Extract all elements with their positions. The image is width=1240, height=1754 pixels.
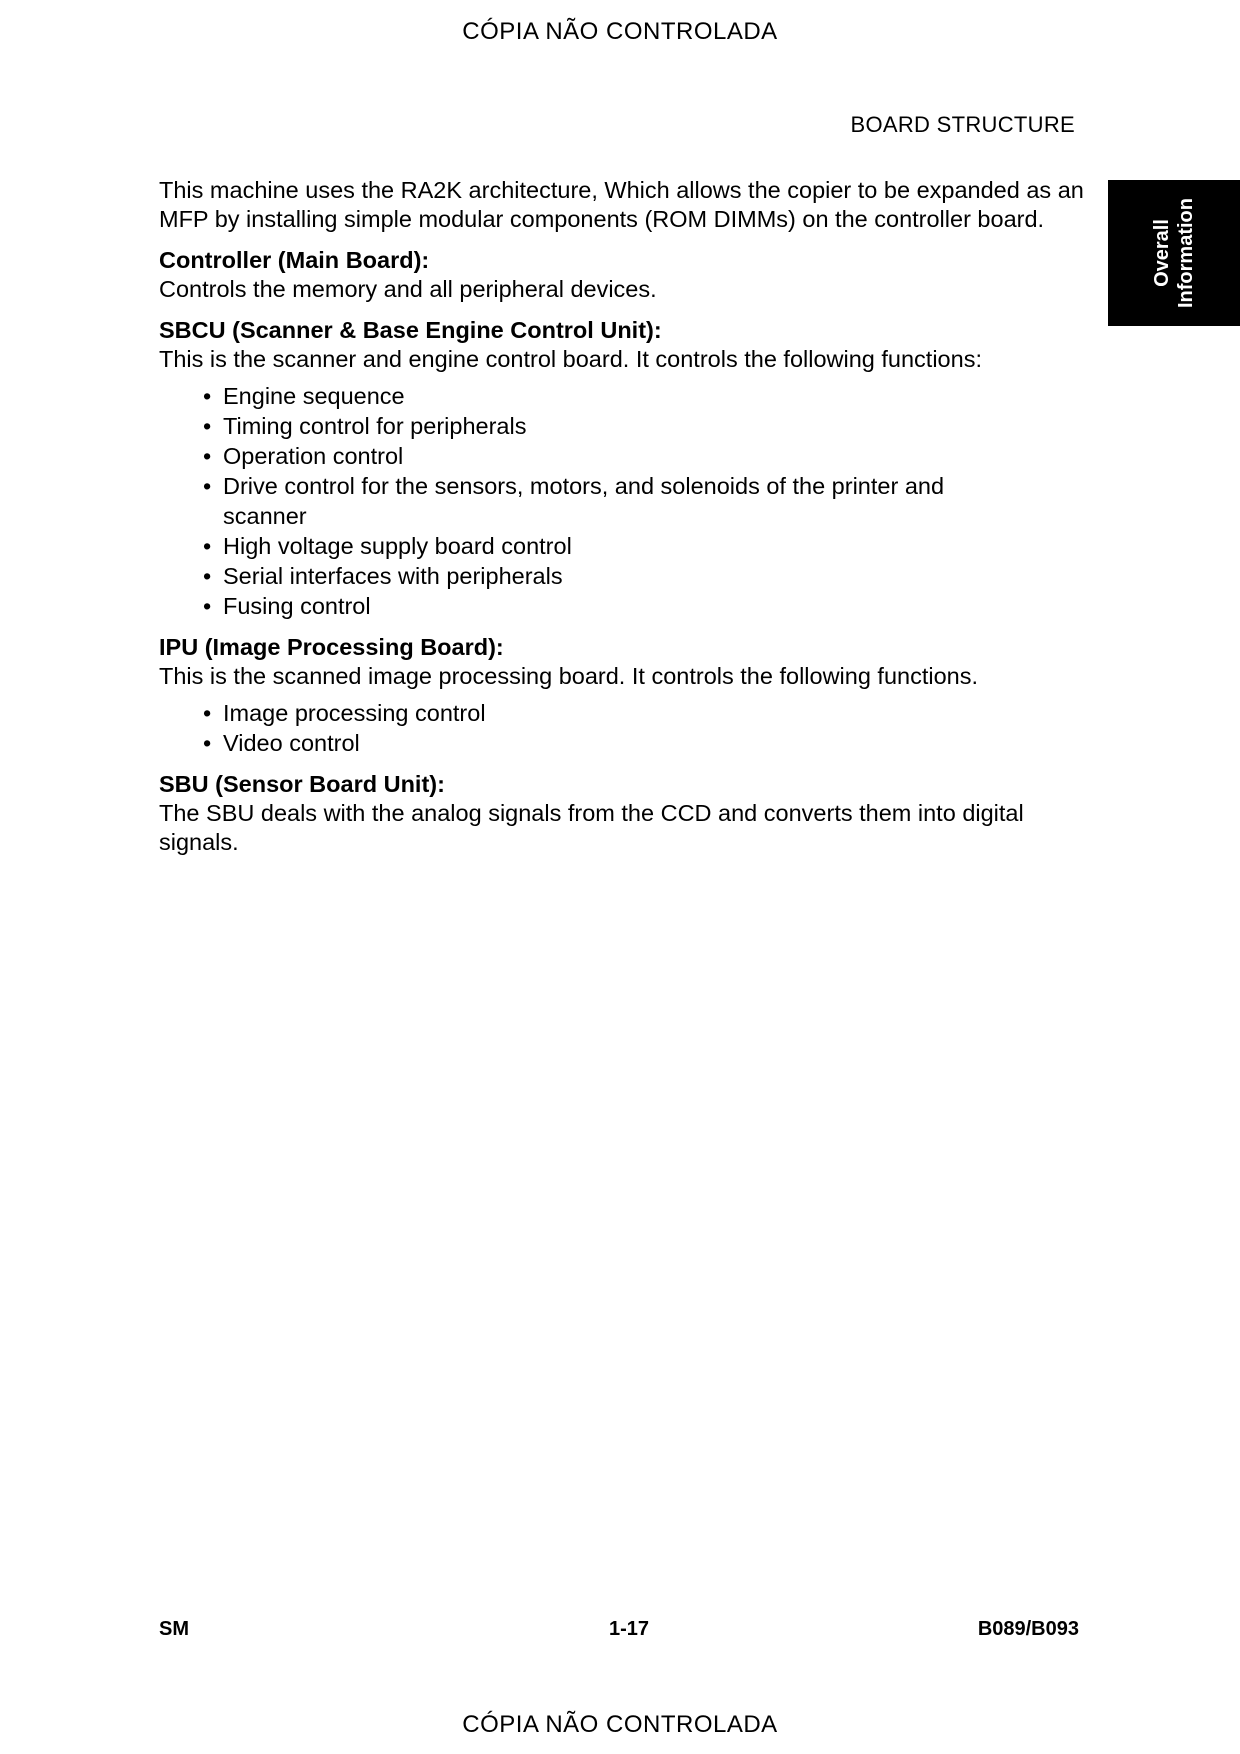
running-head: BOARD STRUCTURE — [850, 112, 1075, 137]
list-item: • Serial interfaces with peripherals — [203, 561, 1089, 591]
section-heading: Controller (Main Board): — [159, 247, 430, 273]
side-tab-line2: Information — [1175, 198, 1197, 308]
footer-page-number: 1-17 — [609, 1618, 650, 1640]
section-sbcu — [159, 316, 1089, 621]
section-text: This is the scanned image processing board. It controls the following functions. — [159, 663, 979, 689]
section-heading: IPU (Image Processing Board): — [159, 634, 504, 660]
section-ipu — [159, 633, 1089, 758]
list-item: • High voltage supply board control — [203, 531, 1089, 561]
list-item: • Operation control — [203, 441, 1089, 471]
bullet-list — [159, 381, 1089, 621]
bullet-list — [159, 698, 1089, 758]
section-side-tab — [1108, 180, 1240, 326]
footer-manual-code: SM — [159, 1618, 189, 1640]
intro-paragraph: This machine uses the RA2K architecture, Which allows the copier to be expanded as an MFP by installing simple modular components (ROM DIMMs) on the controller board. — [159, 177, 1084, 232]
list-item: • Fusing control — [203, 591, 1089, 621]
watermark-bottom: CÓPIA NÃO CONTROLADA — [462, 1711, 778, 1738]
list-item: • Drive control for the sensors, motors, and solenoids of the printer and scanner — [203, 471, 1089, 531]
list-item: • Engine sequence — [203, 381, 1089, 411]
section-text: The SBU deals with the analog signals from the CCD and converts them into digital signals. — [159, 800, 1024, 855]
side-tab-line1: Overall — [1151, 219, 1173, 287]
section-sbu — [159, 770, 1089, 857]
footer-model-number: B089/B093 — [977, 1618, 1079, 1640]
section-heading: SBU (Sensor Board Unit): — [159, 771, 445, 797]
section-text: This is the scanner and engine control board. It controls the following functions: — [159, 346, 982, 372]
main-content — [159, 176, 1089, 869]
side-tab-label — [1150, 198, 1198, 308]
list-item: • Video control — [203, 728, 1089, 758]
list-item: • Image processing control — [203, 698, 1089, 728]
section-controller — [159, 246, 1089, 304]
watermark-top: CÓPIA NÃO CONTROLADA — [462, 18, 778, 45]
section-text: Controls the memory and all peripheral devices. — [159, 276, 657, 302]
section-heading: SBCU (Scanner & Base Engine Control Unit): — [159, 317, 662, 343]
page-footer — [159, 1618, 1079, 1644]
list-item: • Timing control for peripherals — [203, 411, 1089, 441]
